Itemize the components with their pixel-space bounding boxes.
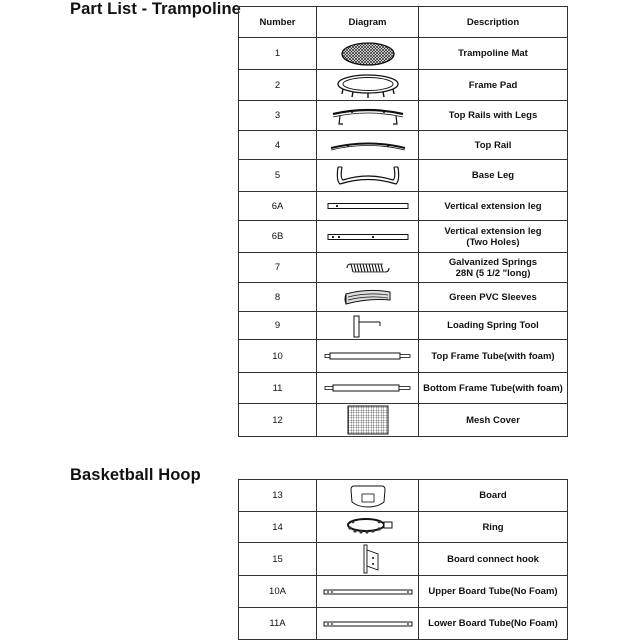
- part-description: Board: [419, 480, 568, 512]
- part-number: 1: [239, 38, 317, 70]
- ring-icon: [317, 512, 419, 543]
- part-number: 10A: [239, 576, 317, 608]
- trampoline-parts-table: [238, 6, 568, 437]
- extension-leg-icon: [317, 192, 419, 221]
- top-rail-icon: [317, 131, 419, 160]
- table-row: [239, 38, 568, 70]
- mesh-cover-icon: [317, 404, 419, 437]
- tube-icon: [317, 576, 419, 608]
- table-row: [239, 340, 568, 373]
- part-description: Bottom Frame Tube(with foam): [419, 373, 568, 404]
- spring-tool-icon: [317, 312, 419, 340]
- part-number: 3: [239, 101, 317, 131]
- part-number: 2: [239, 70, 317, 101]
- part-number: 11A: [239, 608, 317, 640]
- table-row: [239, 512, 568, 543]
- table-row: [239, 131, 568, 160]
- table-row: [239, 543, 568, 576]
- part-description: Top Rail: [419, 131, 568, 160]
- top-rails-with-legs-icon: [317, 101, 419, 131]
- part-number: 9: [239, 312, 317, 340]
- table-row: [239, 608, 568, 640]
- table-row: [239, 101, 568, 131]
- description-line-2: 28N (5 1/2 "long): [455, 267, 531, 279]
- spring-icon: [317, 253, 419, 283]
- header-diagram: Diagram: [317, 7, 419, 38]
- table-row: [239, 70, 568, 101]
- table-row: [239, 373, 568, 404]
- table-row: [239, 404, 568, 437]
- part-list-title: Part List - Trampoline: [70, 0, 241, 18]
- part-number: 11: [239, 373, 317, 404]
- part-number: 7: [239, 253, 317, 283]
- description-line: Galvanized Springs: [448, 256, 538, 268]
- tube-foam-icon: [317, 373, 419, 404]
- table-row: [239, 160, 568, 192]
- table-header-row: [239, 7, 568, 38]
- part-number: 12: [239, 404, 317, 437]
- part-description: Top Rails with Legs: [419, 101, 568, 131]
- part-description: Base Leg: [419, 160, 568, 192]
- part-description: Loading Spring Tool: [419, 312, 568, 340]
- part-description: Board connect hook: [419, 543, 568, 576]
- basketball-hoop-title: Basketball Hoop: [70, 466, 201, 484]
- part-number: 8: [239, 283, 317, 312]
- table-row: [239, 221, 568, 253]
- table-row: [239, 312, 568, 340]
- description-line-2: (Two Holes): [466, 236, 520, 248]
- tube-icon: [317, 608, 419, 640]
- part-number: 13: [239, 480, 317, 512]
- part-number: 6A: [239, 192, 317, 221]
- table-row: [239, 253, 568, 283]
- part-description: Vertical extension leg: [419, 192, 568, 221]
- part-number: 4: [239, 131, 317, 160]
- part-description: Trampoline Mat: [419, 38, 568, 70]
- part-number: 15: [239, 543, 317, 576]
- part-description: Upper Board Tube(No Foam): [419, 576, 568, 608]
- tube-foam-icon: [317, 340, 419, 373]
- part-number: 10: [239, 340, 317, 373]
- part-description: Ring: [419, 512, 568, 543]
- table-row: [239, 283, 568, 312]
- part-description: Top Frame Tube(with foam): [419, 340, 568, 373]
- header-number: Number: [239, 7, 317, 38]
- part-description: Green PVC Sleeves: [419, 283, 568, 312]
- description-line: Vertical extension leg: [444, 225, 542, 237]
- table-row: [239, 576, 568, 608]
- table-row: [239, 480, 568, 512]
- basketball-hoop-parts-table: [238, 479, 568, 640]
- part-description: Frame Pad: [419, 70, 568, 101]
- part-description: [419, 221, 568, 253]
- part-description: [419, 253, 568, 283]
- extension-leg-two-holes-icon: [317, 221, 419, 253]
- part-description: Lower Board Tube(No Foam): [419, 608, 568, 640]
- base-leg-icon: [317, 160, 419, 192]
- header-description: Description: [419, 7, 568, 38]
- trampoline-mat-icon: [317, 38, 419, 70]
- pvc-sleeve-icon: [317, 283, 419, 312]
- part-number: 6B: [239, 221, 317, 253]
- hook-icon: [317, 543, 419, 576]
- part-number: 5: [239, 160, 317, 192]
- frame-pad-icon: [317, 70, 419, 101]
- table-row: [239, 192, 568, 221]
- board-icon: [317, 480, 419, 512]
- part-number: 14: [239, 512, 317, 543]
- part-description: Mesh Cover: [419, 404, 568, 437]
